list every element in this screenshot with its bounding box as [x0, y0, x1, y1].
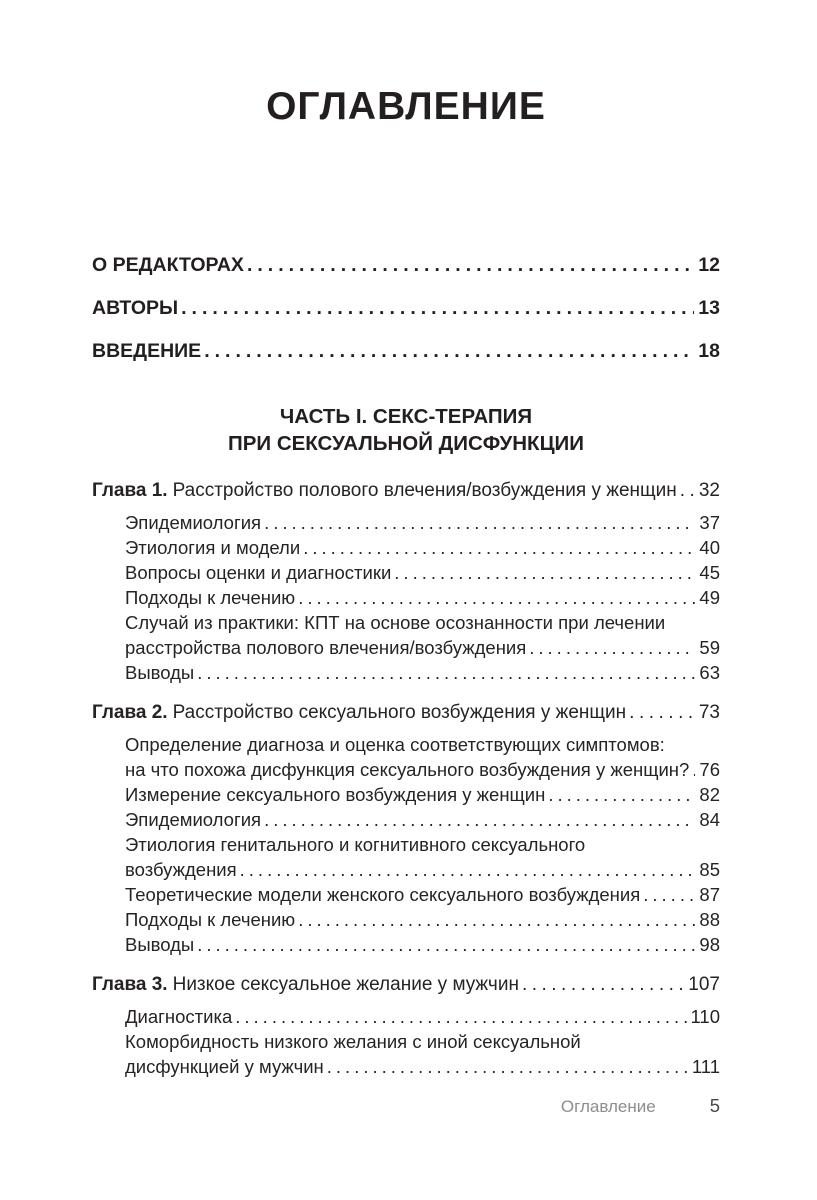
section-entry — [125, 757, 720, 782]
dot-leader — [692, 757, 695, 782]
dot-leader — [264, 510, 695, 535]
toc-front-entry-page-number: 13 — [698, 297, 720, 319]
chapter-block — [92, 699, 720, 957]
section-entry — [125, 932, 720, 957]
section-entry-label: Выводы — [125, 662, 195, 683]
chapter-number: Глава 1. — [92, 480, 168, 501]
dot-leader — [298, 907, 695, 932]
toc-front-entry-label: ВВЕДЕНИЕ — [92, 340, 202, 362]
chapter-list — [92, 477, 720, 1079]
section-entry — [125, 807, 720, 832]
part-heading — [92, 403, 720, 457]
dot-leader — [529, 635, 695, 660]
chapter-number: Глава 3. — [92, 974, 168, 995]
section-entry-label: Выводы — [125, 934, 195, 955]
section-entry — [125, 635, 720, 660]
section-entry — [125, 882, 720, 907]
section-entry-page-number: 110 — [690, 1006, 720, 1027]
chapter-entry-page-number: 107 — [688, 974, 720, 995]
toc-front-entry — [92, 295, 720, 322]
dot-leader — [181, 295, 694, 322]
section-entry-label: Вопросы оценки и диагностики — [125, 562, 392, 583]
toc-front-entry-label: АВТОРЫ — [92, 297, 179, 319]
section-entry-page-number: 76 — [699, 759, 720, 780]
section-entry-label: Измерение сексуального возбуждения у женщин — [125, 784, 546, 805]
toc-front-entry — [92, 338, 720, 365]
toc-front-entry-label: О РЕДАКТОРАХ — [92, 254, 244, 276]
section-list — [125, 1004, 720, 1079]
section-entry — [125, 782, 720, 807]
section-entry-page-number: 88 — [699, 909, 720, 930]
dot-leader — [629, 699, 695, 726]
chapter-title: Расстройство сексуального возбуждения у женщин — [172, 702, 627, 723]
section-entry — [125, 907, 720, 932]
section-entry-page-number: 45 — [699, 562, 720, 583]
dot-leader — [247, 252, 694, 279]
section-entry-label: Подходы к лечению — [125, 587, 296, 608]
dot-leader — [298, 585, 695, 610]
dot-leader — [204, 338, 694, 365]
footer-page-number: 5 — [709, 1095, 720, 1116]
toc-front-entry — [92, 252, 720, 279]
section-list — [125, 510, 720, 685]
dot-leader — [240, 857, 696, 882]
section-entry-line: Определение диагноза и оценка соответствующих симптомов: — [125, 734, 665, 755]
section-entry-label: дисфункцией у мужчин — [125, 1056, 324, 1077]
part-heading-line1: ЧАСТЬ I. СЕКС-ТЕРАПИЯ — [279, 405, 533, 428]
footer-section-label: Оглавление — [560, 1097, 656, 1116]
chapter-block — [92, 477, 720, 685]
dot-leader — [235, 1004, 686, 1029]
section-entry-page-number: 87 — [699, 884, 720, 905]
toc-front-entry-page-number: 12 — [698, 254, 720, 276]
section-entry-page-number: 49 — [699, 587, 720, 608]
section-entry — [125, 857, 720, 882]
section-entry-page-number: 85 — [699, 859, 720, 880]
section-entry — [125, 510, 720, 535]
chapter-title: Низкое сексуальное желание у мужчин — [172, 974, 519, 995]
section-entry-page-number: 111 — [691, 1056, 720, 1077]
page-footer — [561, 1096, 720, 1117]
section-entry-label: Этиология и модели — [125, 537, 301, 558]
section-entry-label: Подходы к лечению — [125, 909, 296, 930]
section-entry-page-number: 84 — [699, 809, 720, 830]
dot-leader — [643, 882, 695, 907]
dot-leader — [680, 477, 695, 504]
section-entry-page-number: 98 — [699, 934, 720, 955]
section-entry-label: расстройства полового влечения/возбуждения — [125, 637, 527, 658]
section-entry-label: Теоретические модели женского сексуального возбуждения — [125, 884, 641, 905]
section-entry — [125, 585, 720, 610]
section-entry-label: на что похожа дисфункция сексуального возбуждения у женщин? — [125, 759, 690, 780]
dot-leader — [264, 807, 695, 832]
section-entry-label: возбуждения — [125, 859, 237, 880]
section-entry-page-number: 82 — [699, 784, 720, 805]
page-title: ОГЛАВЛЕНИЕ — [266, 85, 546, 128]
section-entry-label: Диагностика — [125, 1006, 233, 1027]
section-entry-page-number: 37 — [699, 512, 720, 533]
section-entry-line: Коморбидность низкого желания с иной сексуальной — [125, 1031, 581, 1052]
dot-leader — [394, 560, 695, 585]
dot-leader — [197, 932, 695, 957]
toc-front-entry-page-number: 18 — [698, 340, 720, 362]
part-heading-line2: ПРИ СЕКСУАЛЬНОЙ ДИСФУНКЦИИ — [227, 432, 585, 455]
chapter-title: Расстройство полового влечения/возбуждения у женщин — [172, 480, 677, 501]
chapter-entry-label — [92, 699, 626, 726]
dot-leader — [522, 971, 684, 998]
section-entry — [125, 1004, 720, 1029]
chapter-entry-page-number: 73 — [698, 702, 720, 723]
chapter-entry — [92, 477, 720, 504]
section-entry-page-number: 40 — [699, 537, 720, 558]
dot-leader — [327, 1054, 688, 1079]
section-entry-line: Этиология генитального и когнитивного сексуального — [125, 834, 586, 855]
section-entry — [125, 660, 720, 685]
chapter-entry — [92, 699, 720, 726]
chapter-entry-page-number: 32 — [698, 480, 720, 501]
dot-leader — [303, 535, 695, 560]
section-entry — [125, 1054, 720, 1079]
section-entry — [125, 560, 720, 585]
chapter-entry — [92, 971, 720, 998]
front-matter-list — [92, 252, 720, 365]
chapter-entry-label — [92, 971, 519, 998]
section-list — [125, 732, 720, 957]
chapter-block — [92, 971, 720, 1079]
section-entry-page-number: 63 — [699, 662, 720, 683]
chapter-entry-label — [92, 477, 677, 504]
section-entry-line: Случай из практики: КПТ на основе осознанности при лечении — [125, 612, 666, 633]
section-entry-label: Эпидемиология — [125, 512, 262, 533]
section-entry-label: Эпидемиология — [125, 809, 262, 830]
section-entry — [125, 535, 720, 560]
dot-leader — [548, 782, 695, 807]
chapter-number: Глава 2. — [92, 702, 168, 723]
dot-leader — [197, 660, 695, 685]
section-entry-page-number: 59 — [699, 637, 720, 658]
